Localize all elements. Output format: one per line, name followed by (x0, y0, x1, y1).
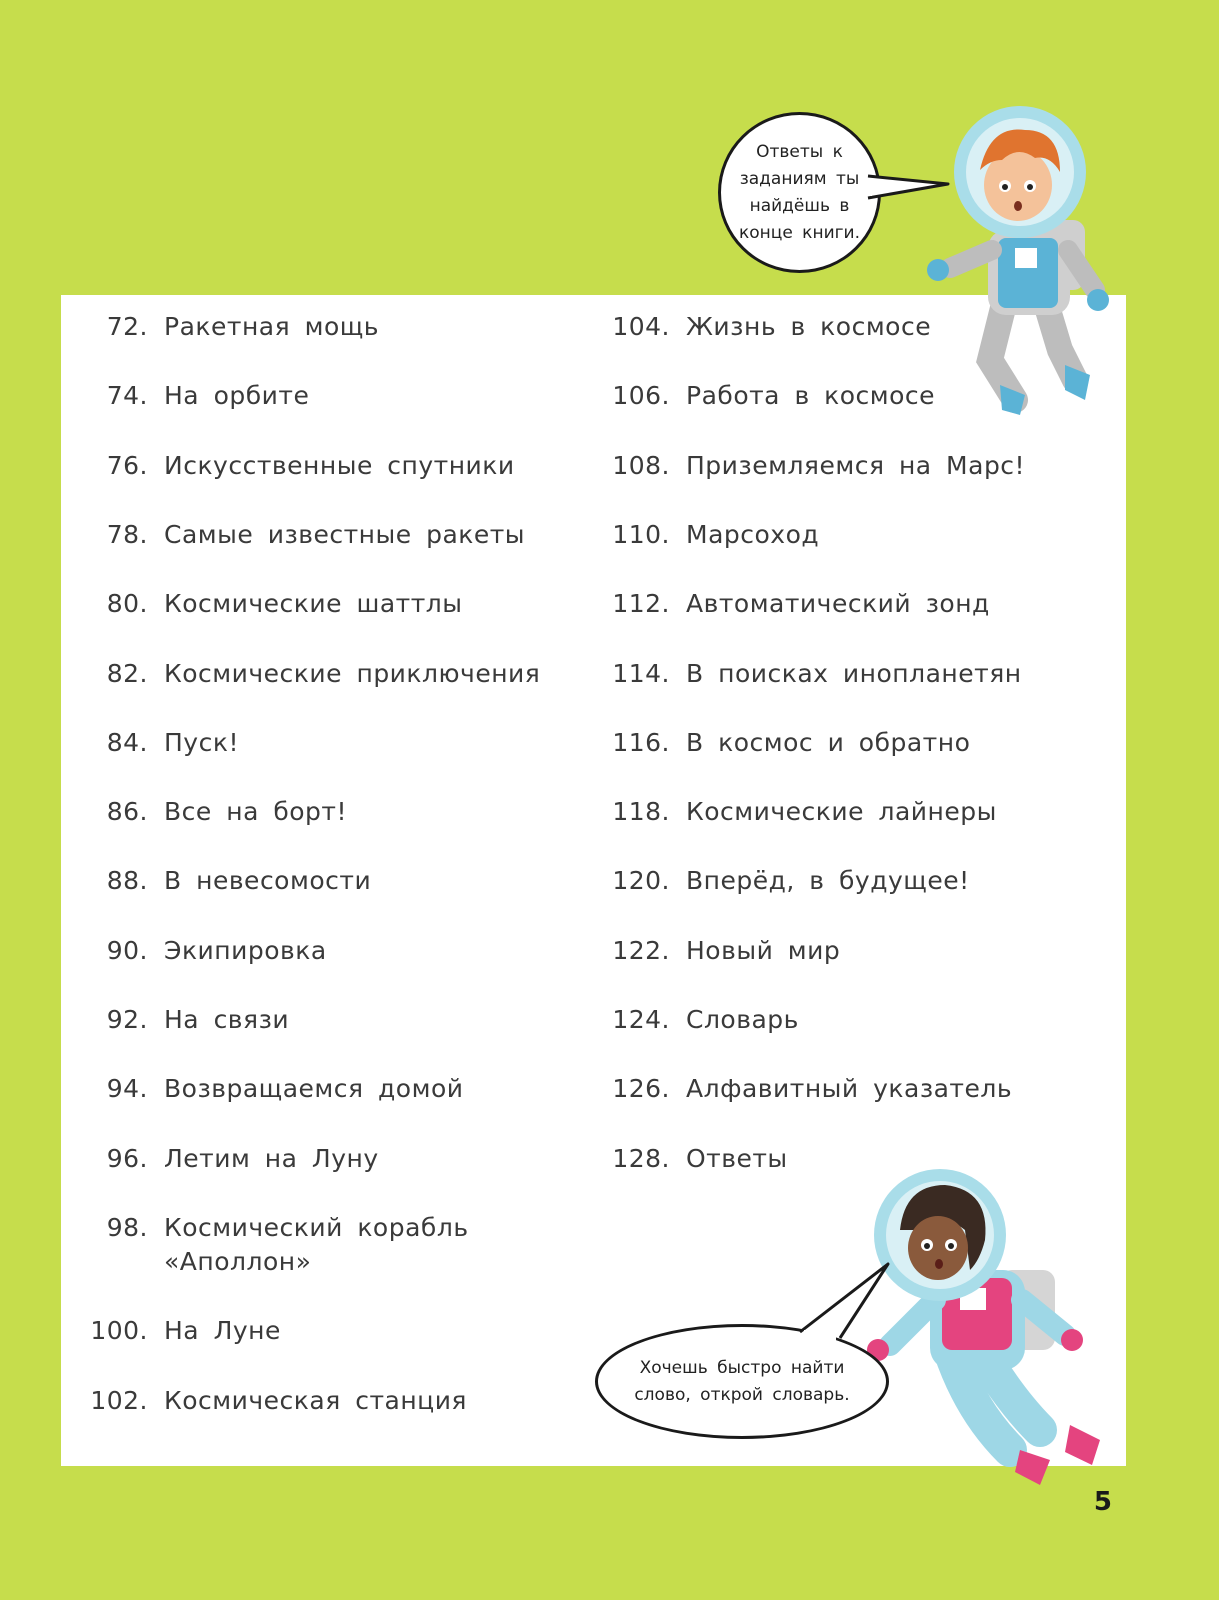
contents-item-title: Космическая станция (164, 1386, 467, 1415)
speech-bubble-dictionary-text: Хочешь быстро найти слово, открой словарь. (634, 1357, 850, 1405)
contents-item-page: 88. (106, 866, 148, 895)
contents-item-page: 112. (612, 589, 670, 618)
contents-item-page: 126. (612, 1074, 670, 1103)
contents-item-title: Приземляемся на Марс! (686, 451, 1026, 480)
contents-item-title: В невесомости (164, 866, 372, 895)
contents-item-page: 122. (612, 936, 670, 965)
astronaut-girl-icon (860, 1160, 1130, 1490)
contents-item-page: 104. (612, 312, 670, 341)
contents-item (612, 587, 1086, 621)
contents-item (612, 934, 1086, 968)
contents-item-title: Все на борт! (164, 797, 348, 826)
contents-item-title: На Луне (164, 1316, 281, 1345)
contents-item-page: 72. (106, 312, 148, 341)
speech-tail-2 (800, 1262, 900, 1352)
contents-item-title: Космический корабль «Аполлон» (164, 1213, 469, 1276)
contents-item-page: 78. (106, 520, 148, 549)
contents-item-title: Словарь (686, 1005, 799, 1034)
contents-item-page: 76. (106, 451, 148, 480)
contents-item (90, 1003, 564, 1037)
contents-item-page: 102. (90, 1386, 148, 1415)
contents-item-page: 90. (106, 936, 148, 965)
contents-item-title: Ракетная мощь (164, 312, 380, 341)
contents-item (612, 726, 1086, 760)
contents-item-page: 124. (612, 1005, 670, 1034)
contents-item-title: Жизнь в космосе (686, 312, 932, 341)
contents-item (612, 657, 1086, 691)
contents-item-page: 118. (612, 797, 670, 826)
contents-item-page: 86. (106, 797, 148, 826)
contents-item (612, 795, 1086, 829)
contents-item (612, 518, 1086, 552)
contents-item-title: Автоматический зонд (686, 589, 990, 618)
contents-item-title: Алфавитный указатель (686, 1074, 1013, 1103)
contents-item-page: 80. (106, 589, 148, 618)
contents-item-title: Космические приключения (164, 659, 541, 688)
contents-item-page: 110. (612, 520, 670, 549)
contents-item (90, 1211, 564, 1279)
contents-item-page: 82. (106, 659, 148, 688)
contents-item-page: 116. (612, 728, 670, 757)
contents-item (90, 379, 564, 413)
speech-tail-1 (868, 168, 958, 208)
contents-item-title: Экипировка (164, 936, 327, 965)
contents-item-page: 106. (612, 381, 670, 410)
contents-item-page: 120. (612, 866, 670, 895)
contents-item-title: Вперёд, в будущее! (686, 866, 970, 895)
contents-item (612, 1003, 1086, 1037)
contents-item-title: На связи (164, 1005, 290, 1034)
contents-item-title: Летим на Луну (164, 1144, 379, 1173)
contents-item-title: Возвращаемся домой (164, 1074, 464, 1103)
contents-item-page: 128. (612, 1144, 670, 1173)
contents-item (90, 1384, 564, 1418)
contents-item (90, 310, 564, 344)
contents-item (90, 1314, 564, 1348)
contents-item-title: Космические лайнеры (686, 797, 997, 826)
contents-item-title: Искусственные спутники (164, 451, 515, 480)
page-number: 5 (1093, 1487, 1112, 1517)
contents-item (90, 1072, 564, 1106)
contents-item-page: 98. (106, 1213, 148, 1242)
contents-item-title: Новый мир (686, 936, 841, 965)
contents-item-title: Ответы (686, 1144, 788, 1173)
astronaut-boy-icon (910, 100, 1120, 420)
contents-item (90, 587, 564, 621)
contents-item (90, 1142, 564, 1176)
contents-item-title: Марсоход (686, 520, 820, 549)
speech-bubble-answers (718, 112, 881, 273)
contents-item-page: 92. (106, 1005, 148, 1034)
contents-item-page: 94. (106, 1074, 148, 1103)
contents-item (612, 864, 1086, 898)
contents-item-title: В космос и обратно (686, 728, 971, 757)
contents-item (90, 795, 564, 829)
contents-item-page: 108. (612, 451, 670, 480)
contents-item-title: В поисках инопланетян (686, 659, 1022, 688)
speech-bubble-answers-text: Ответы к заданиям ты найдёшь в конце книги. (738, 141, 861, 243)
contents-item-page: 74. (106, 381, 148, 410)
contents-item-page: 84. (106, 728, 148, 757)
contents-item-title: Самые известные ракеты (164, 520, 526, 549)
contents-item-page: 96. (106, 1144, 148, 1173)
contents-item (90, 864, 564, 898)
contents-item (90, 726, 564, 760)
contents-item-title: Пуск! (164, 728, 239, 757)
contents-item-title: На орбите (164, 381, 310, 410)
contents-item (612, 449, 1086, 483)
contents-item-title: Космические шаттлы (164, 589, 463, 618)
contents-item-page: 114. (612, 659, 670, 688)
contents-item-title: Работа в космосе (686, 381, 936, 410)
contents-item (612, 1072, 1086, 1106)
contents-item (90, 657, 564, 691)
contents-item-page: 100. (90, 1316, 148, 1345)
contents-item (90, 934, 564, 968)
contents-item (90, 449, 564, 483)
contents-item (90, 518, 564, 552)
